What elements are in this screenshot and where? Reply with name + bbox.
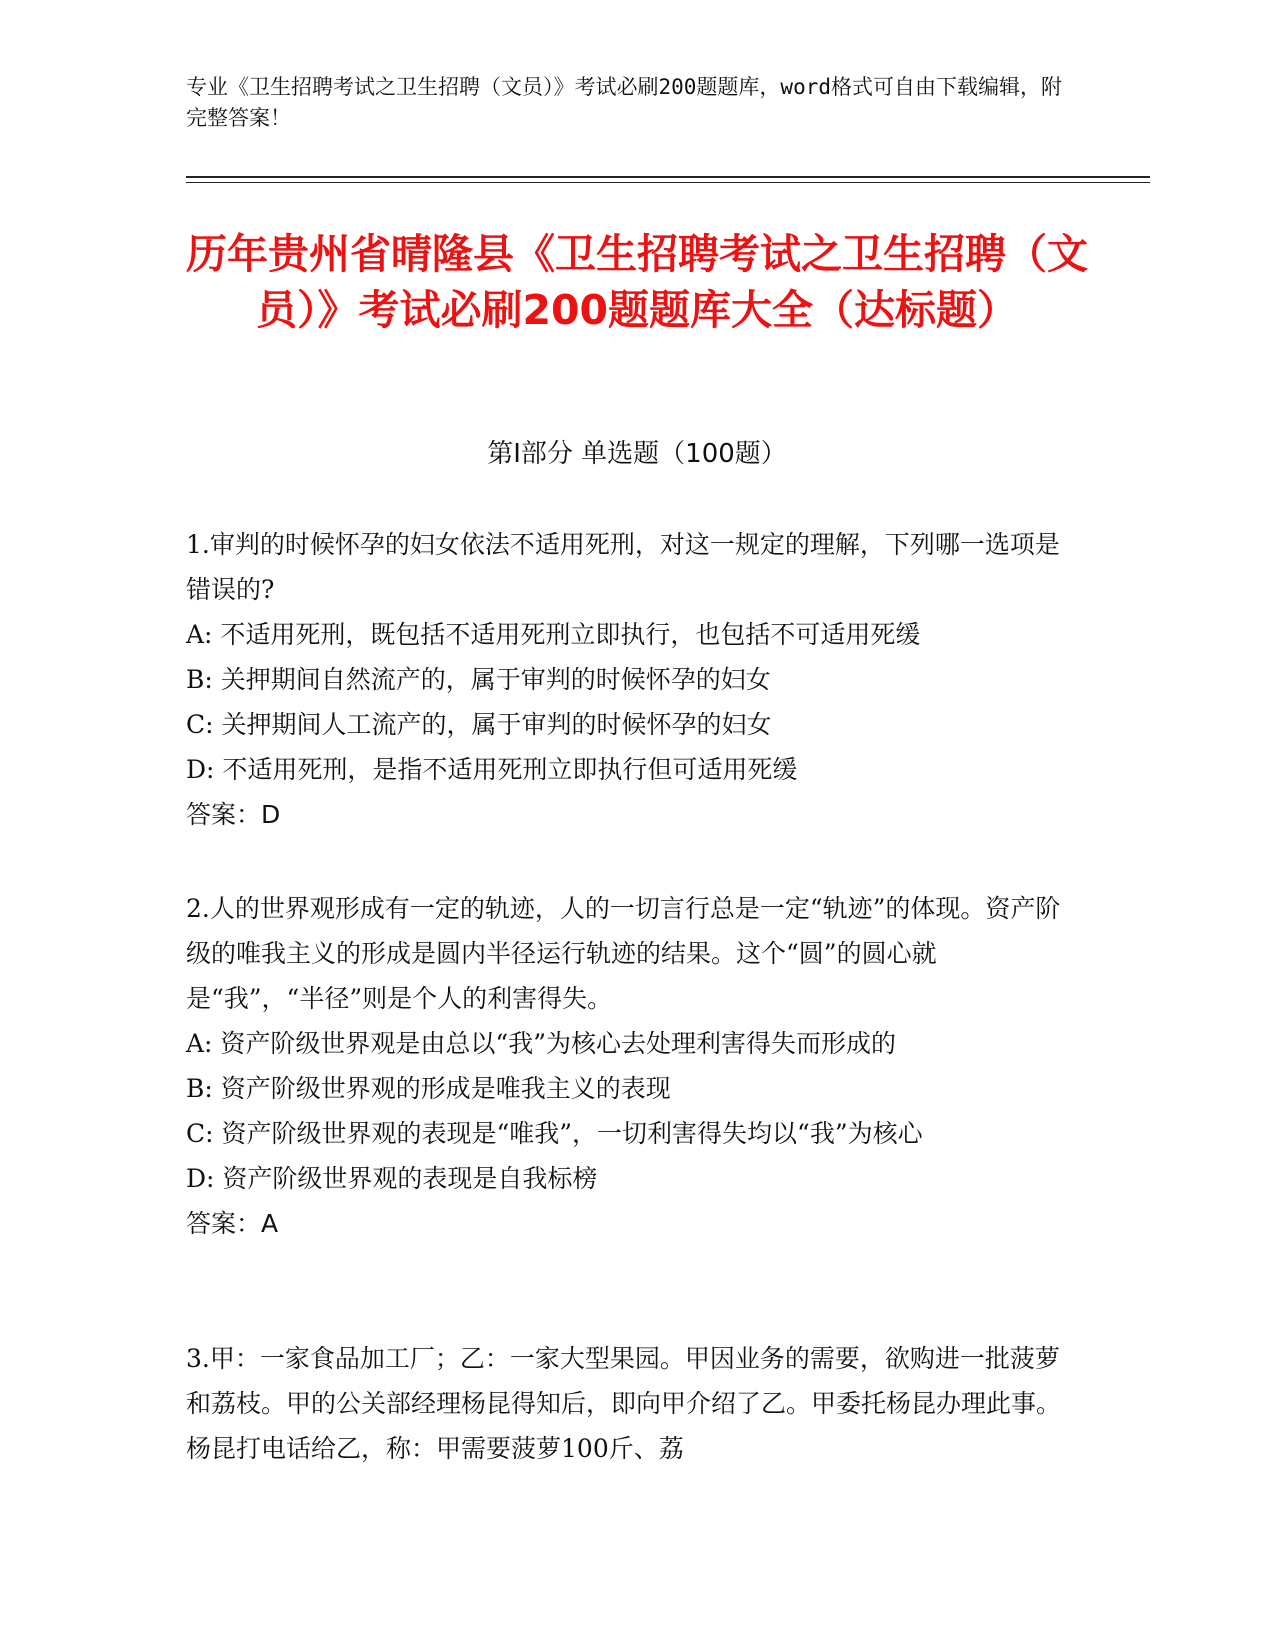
option-d: D: 不适用死刑，是指不适用死刑立即执行但可适用死缓 (186, 755, 798, 784)
option-b: B: 关押期间自然流产的，属于审判的时候怀孕的妇女 (186, 665, 771, 694)
option-a: A: 资产阶级世界观是由总以“我”为核心去处理利害得失而形成的 (186, 1029, 896, 1058)
section-title: 第I部分 单选题（100题） (487, 439, 787, 469)
header-divider-thin (186, 182, 1150, 183)
question-block (186, 886, 1066, 1246)
option-a: A: 不适用死刑，既包括不适用死刑立即执行，也包括不可适用死缓 (186, 620, 921, 649)
answer-text: 答案：D (186, 800, 281, 829)
option-d: D: 资产阶级世界观的表现是自我标榜 (186, 1164, 598, 1193)
question-block (186, 1336, 1066, 1471)
question-text: 1.审判的时候怀孕的妇女依法不适用死刑，对这一规定的理解，下列哪一选项是错误的? (186, 530, 1060, 604)
option-c: C: 资产阶级世界观的表现是“唯我”，一切利害得失均以“我”为核心 (186, 1119, 923, 1148)
header-note: 专业《卫生招聘考试之卫生招聘（文员）》考试必刷200题题库，word格式可自由下载编辑，附完整答案！ (186, 75, 1062, 130)
question-text: 2.人的世界观形成有一定的轨迹，人的一切言行总是一定“轨迹”的体现。资产阶级的唯我主义的形成是圆内半径运行轨迹的结果。这个“圆”的圆心就是“我”，“半径”则是个人的利害得失。 (186, 894, 1061, 1013)
question-block (186, 522, 1066, 837)
option-c: C: 关押期间人工流产的，属于审判的时候怀孕的妇女 (186, 710, 772, 739)
document-title: 历年贵州省晴隆县《卫生招聘考试之卫生招聘（文员）》考试必刷200题题库大全（达标题） (186, 230, 1088, 334)
header-divider (186, 176, 1150, 178)
question-text: 3.甲：一家食品加工厂；乙：一家大型果园。甲因业务的需要，欲购进一批菠萝和荔枝。甲的公关部经理杨昆得知后，即向甲介绍了乙。甲委托杨昆办理此事。杨昆打电话给乙，称：甲需要菠萝100斤、荔 (186, 1344, 1062, 1463)
option-b: B: 资产阶级世界观的形成是唯我主义的表现 (186, 1074, 671, 1103)
answer-text: 答案：A (186, 1209, 279, 1238)
